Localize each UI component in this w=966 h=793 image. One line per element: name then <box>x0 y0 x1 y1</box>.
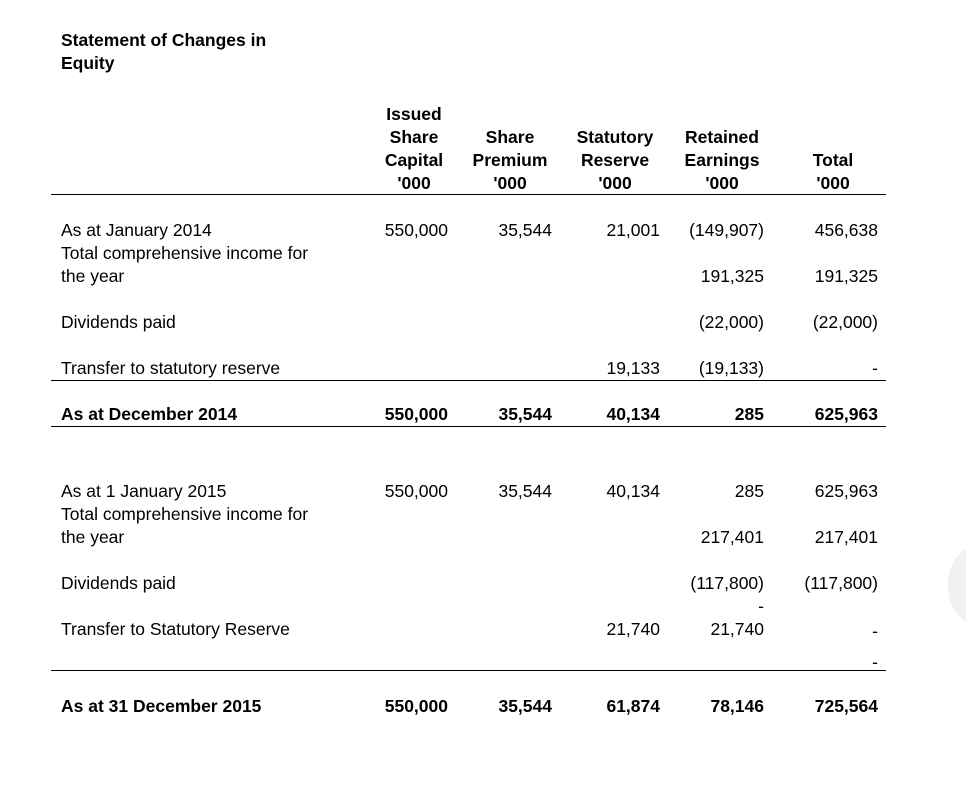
header-unit: '000 <box>493 173 527 193</box>
header-line3: Capital <box>384 150 444 170</box>
row-label: As at December 2014 <box>61 404 238 424</box>
row-label: Transfer to Statutory Reserve <box>61 619 290 639</box>
statement-title: Statement of Changes in Equity <box>61 30 267 73</box>
row-label: As at January 2014 <box>61 220 212 240</box>
row-label: Total comprehensive income for <box>61 243 309 263</box>
stray-dash: - <box>758 596 764 616</box>
cell-total: 725,564 <box>814 696 878 716</box>
cell-issued-share-capital: 550,000 <box>384 481 448 501</box>
cell-share-premium: 35,544 <box>498 220 552 240</box>
header-line3: Reserve <box>580 150 650 170</box>
cell-statutory-reserve: 40,134 <box>606 481 660 501</box>
header-line2: Retained <box>685 127 759 147</box>
header-line2: Share <box>485 127 535 147</box>
row-label: Dividends paid <box>61 573 176 593</box>
cell-statutory-reserve: 61,874 <box>606 696 660 716</box>
edge-shadow <box>948 545 966 625</box>
cell-total: (22,000) <box>812 312 878 332</box>
stray-dash: - <box>872 652 878 672</box>
cell-total: - <box>872 358 878 378</box>
cell-statutory-reserve: 40,134 <box>606 404 660 424</box>
cell-retained-earnings: 285 <box>734 404 764 424</box>
cell-retained-earnings: 217,401 <box>700 527 764 547</box>
cell-share-premium: 35,544 <box>498 696 552 716</box>
header-line3: Premium <box>472 150 548 170</box>
header-statutory-reserve <box>567 126 663 195</box>
header-line1: Issued <box>386 104 442 124</box>
header-line2: Statutory <box>576 127 654 147</box>
header-issued-share-capital <box>372 103 456 195</box>
header-line3: Total <box>812 150 854 170</box>
row-label: Dividends paid <box>61 312 176 332</box>
cell-issued-share-capital: 550,000 <box>384 404 448 424</box>
row-label: Total comprehensive income for <box>61 504 309 524</box>
header-line3: Earnings <box>684 150 760 170</box>
row-label: the year <box>61 527 125 547</box>
row-label: As at 31 December 2015 <box>61 696 262 716</box>
header-rule <box>51 194 886 195</box>
rule-after-dec-2014 <box>51 426 886 427</box>
cell-retained-earnings: 21,740 <box>710 619 764 639</box>
cell-total: 191,325 <box>814 266 878 286</box>
cell-share-premium: 35,544 <box>498 404 552 424</box>
header-unit: '000 <box>598 173 632 193</box>
header-total <box>800 149 866 195</box>
header-share-premium <box>463 126 557 195</box>
cell-statutory-reserve: 21,001 <box>606 220 660 240</box>
header-unit: '000 <box>397 173 431 193</box>
cell-issued-share-capital: 550,000 <box>384 696 448 716</box>
header-unit: '000 <box>816 173 850 193</box>
cell-total: 217,401 <box>814 527 878 547</box>
cell-retained-earnings: (117,800) <box>690 573 764 593</box>
cell-share-premium: 35,544 <box>498 481 552 501</box>
cell-statutory-reserve: 21,740 <box>606 619 660 639</box>
cell-issued-share-capital: 550,000 <box>384 220 448 240</box>
rule-before-dec-2014 <box>51 380 886 381</box>
cell-total: 456,638 <box>814 220 878 240</box>
row-label: Transfer to statutory reserve <box>61 358 281 378</box>
cell-retained-earnings: (19,133) <box>698 358 764 378</box>
row-label: As at 1 January 2015 <box>61 481 227 501</box>
cell-total: 625,963 <box>814 481 878 501</box>
header-line2: Share <box>389 127 439 147</box>
cell-retained-earnings: (149,907) <box>689 220 764 240</box>
cell-retained-earnings: 285 <box>734 481 764 501</box>
cell-retained-earnings: 78,146 <box>710 696 764 716</box>
cell-retained-earnings: 191,325 <box>700 266 764 286</box>
row-label: the year <box>61 266 125 286</box>
cell-total: - <box>872 621 878 641</box>
header-retained-earnings <box>673 126 771 195</box>
rule-before-dec-2015 <box>51 670 886 671</box>
header-unit: '000 <box>705 173 739 193</box>
cell-statutory-reserve: 19,133 <box>606 358 660 378</box>
cell-retained-earnings: (22,000) <box>698 312 764 332</box>
cell-total: (117,800) <box>804 573 878 593</box>
cell-total: 625,963 <box>814 404 878 424</box>
